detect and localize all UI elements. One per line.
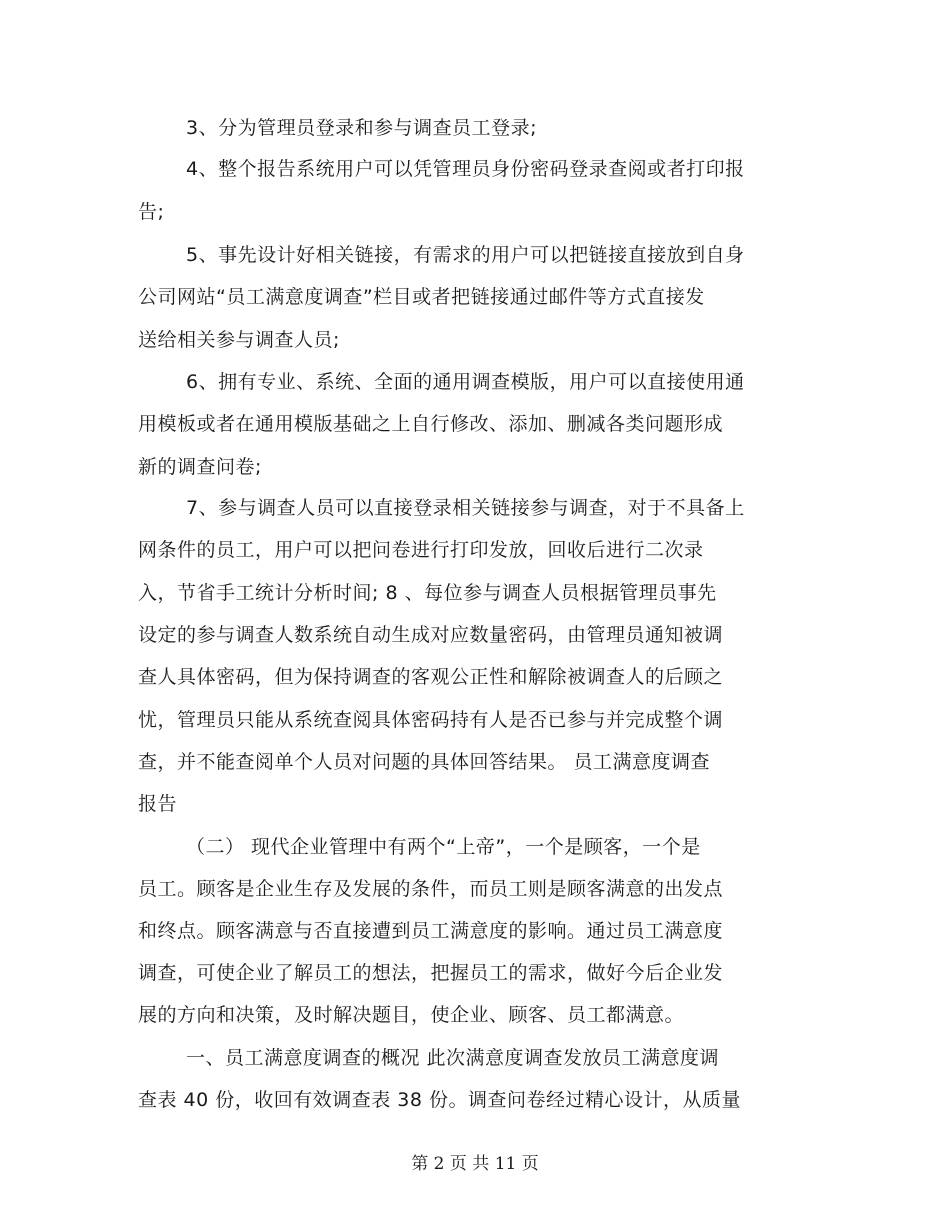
- text-line: 5、事先设计好相关链接，有需求的用户可以把链接直接放到自身: [186, 244, 745, 266]
- text-line: （二） 现代企业管理中有两个“上帝”，一个是顾客，一个是: [186, 836, 701, 858]
- text-line: 入，节省手工统计分析时间; 8 、每位参与调查人员根据管理员事先: [138, 582, 717, 604]
- text-line: 用模板或者在通用模版基础之上自行修改、添加、删减各类问题形成: [138, 413, 724, 435]
- text-line: 告;: [138, 201, 165, 223]
- text-line: 网条件的员工，用户可以把问卷进行打印发放，回收后进行二次录: [138, 539, 704, 561]
- text-line: 员工。顾客是企业生存及发展的条件，而员工则是顾客满意的出发点: [138, 878, 724, 900]
- text-line: 忧，管理员只能从系统查阅具体密码持有人是否已参与并完成整个调: [138, 709, 724, 731]
- text-line: 6、拥有专业、系统、全面的通用调查模版，用户可以直接使用通: [186, 371, 745, 393]
- text-line: 查，并不能查阅单个人员对问题的具体回答结果。 员工满意度调查: [138, 751, 711, 773]
- text-line: 公司网站“员工满意度调查”栏目或者把链接通过邮件等方式直接发: [138, 286, 705, 308]
- page-footer: 第 2 页 共 11 页: [411, 1154, 539, 1174]
- text-line: 报告: [138, 793, 178, 815]
- text-line: 设定的参与调查人数系统自动生成对应数量密码，由管理员通知被调: [138, 624, 724, 646]
- text-line: 新的调查问卷;: [138, 456, 262, 478]
- text-line: 7、参与调查人员可以直接登录相关链接参与调查，对于不具备上: [186, 497, 745, 519]
- text-line: 3、分为管理员登录和参与调查员工登录;: [186, 117, 537, 139]
- text-line: 调查，可使企业了解员工的想法，把握员工的需求，做好今后企业发: [138, 962, 724, 984]
- text-line: 4、整个报告系统用户可以凭管理员身份密码登录查阅或者打印报: [186, 158, 745, 180]
- text-line: 和终点。顾客满意与否直接遭到员工满意度的影响。通过员工满意度: [138, 920, 724, 942]
- text-line: 一、员工满意度调查的概况 此次满意度调查发放员工满意度调: [186, 1047, 720, 1069]
- text-line: 查表 40 份，收回有效调查表 38 份。调查问卷经过精心设计，从质量: [138, 1089, 742, 1111]
- text-line: 送给相关参与调查人员;: [138, 329, 340, 351]
- text-line: 展的方向和决策，及时解决题目，使企业、顾客、员工都满意。: [138, 1004, 685, 1026]
- text-line: 查人具体密码，但为保持调查的客观公正性和解除被调查人的后顾之: [138, 666, 724, 688]
